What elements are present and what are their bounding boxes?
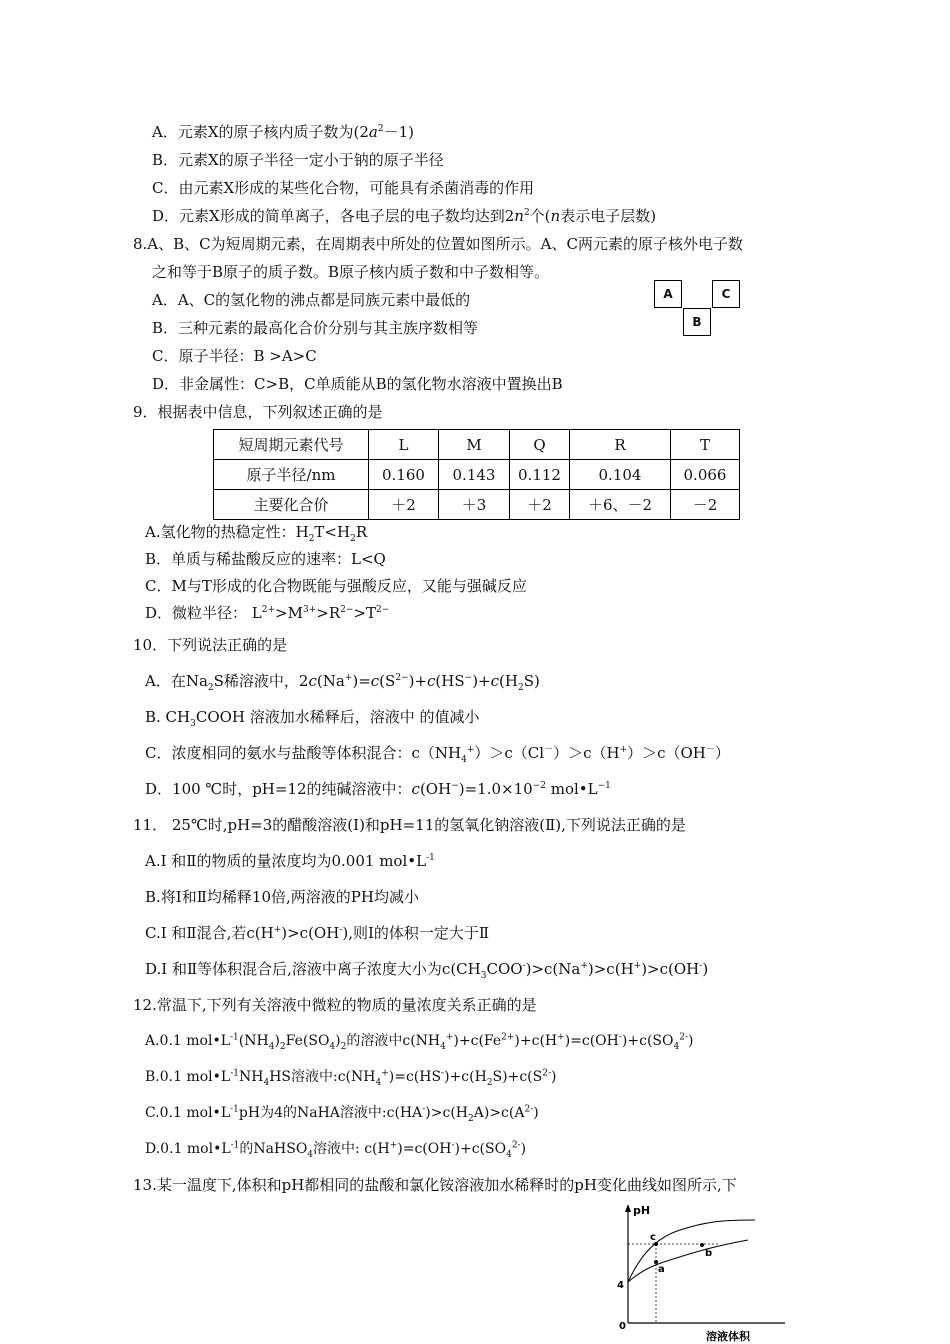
q13-ph-dilution-graph <box>610 1198 790 1344</box>
origin-label: 0 <box>619 1321 626 1332</box>
upper-curve <box>628 1220 755 1282</box>
q11-option-b: B.将Ⅰ和Ⅱ均稀释10倍,两溶液的PH均减小 <box>145 888 419 906</box>
q8-option-b: B．三种元素的最高化合价分别与其主族序数相等 <box>152 319 479 337</box>
table-cell: 0.143 <box>439 460 510 490</box>
grid-cell-a: A <box>654 280 682 308</box>
q12-option-c: C.0.1 $mol•L^{-1}pH$为4的NaHA溶液中$:c(HA^-)>c(H_2A)>c(A^{2-})$ <box>145 1104 539 1124</box>
y-tick-label: 4 <box>617 1280 624 1291</box>
q9-option-b: B．单质与稀盐酸反应的速率：L<Q <box>145 550 386 568</box>
point-a-label: a <box>658 1264 665 1275</box>
q9-option-a: A.氢化物的热稳定性：$H_2T<H_2R$ <box>145 523 368 544</box>
q7-option-d: D．元素X形成的简单离子，各电子层的电子数均达到$2n^2$个(n表示电子层数) <box>152 207 657 225</box>
table-header-cell: L <box>369 430 439 460</box>
table-cell: －2 <box>671 490 740 520</box>
table-header-cell: Q <box>510 430 570 460</box>
point-b-label: b <box>705 1248 713 1259</box>
q7-option-b: B．元素X的原子半径一定小于钠的原子半径 <box>152 151 444 169</box>
table-header-cell: 短周期元素代号 <box>214 430 369 460</box>
table-header-row <box>214 430 740 460</box>
table-cell: ＋3 <box>439 490 510 520</box>
x-axis-label: 溶液体积 <box>706 1330 750 1343</box>
q13-stem: 13.某一温度下,体积和pH都相同的盐酸和氯化铵溶液加水稀释时的pH变化曲线如图所示,下 <box>133 1176 737 1194</box>
grid-cell-c: C <box>712 280 740 308</box>
lower-curve <box>628 1240 748 1282</box>
q11-option-a: A.Ⅰ 和Ⅱ的物质的量浓度均为0.001 $mol•L^{-1}$ <box>145 852 435 870</box>
q12-option-a: A.0.1 $mol•L^{-1}(NH_4)_2Fe(SO_4)_2$的溶液中$c(NH_4^+)+c(Fe^{2+})+c(H^+)=c(OH^-)+c(SO_4^{2-})$ <box>145 1032 694 1052</box>
q12-stem: 12.常温下,下列有关溶液中微粒的物质的量浓度关系正确的是 <box>133 996 537 1014</box>
y-axis-label: pH <box>633 1204 651 1217</box>
table-cell: ＋6、－2 <box>570 490 671 520</box>
q8-option-d: D．非金属性：C>B，C单质能从B的氢化物水溶液中置换出B <box>152 375 563 393</box>
table-cell: 0.066 <box>671 460 740 490</box>
q10-option-a: A．在$Na_2S$稀溶液中，$2c(Na^+)=c(S^{2-})+c(HS^-)+c(H_2S)$ <box>145 672 540 693</box>
grid-cell-b: B <box>683 308 711 336</box>
q10-option-b: B. $CH_3COOH$ 溶液加水稀释后，溶液中 的值减小 <box>145 708 480 729</box>
table-cell: 0.112 <box>510 460 570 490</box>
table-cell: 0.160 <box>369 460 439 490</box>
table-cell: 0.104 <box>570 460 671 490</box>
table-header-cell: R <box>570 430 671 460</box>
q9-option-d: D．微粒半径： $L^{2+}>M^{3+}>R^{2-}>T^{2-}$ <box>145 604 390 622</box>
q12-option-d: D.0.1 $mol•L^{-1}$的NaHSO$_4$溶液中: $c(H^+)=c(OH^-)+c(SO_4^{2-})$ <box>145 1140 527 1160</box>
q10-option-d: D．100 ℃时，pH=12的纯碱溶液中：$c(OH^-)=1.0\times 10^{-2}$ $mol•L^{-1}$ <box>145 780 611 798</box>
q11-option-c: C.Ⅰ 和Ⅱ混合,若c(H+)>c(OH-),则Ⅰ的体积一定大于Ⅱ <box>145 924 490 942</box>
q10-option-c: C．浓度相同的氨水与盐酸等体积混合：$c(NH_4^+)>c(Cl^-)>c(H^+)>c(OH^-)$ <box>145 744 730 765</box>
q10-stem: 10．下列说法正确的是 <box>133 636 288 654</box>
table-header-cell: T <box>671 430 740 460</box>
q8-option-a: A．A、C的氢化物的沸点都是同族元素中最低的 <box>152 291 471 309</box>
q9-option-c: C．M与T形成的化合物既能与强酸反应，又能与强碱反应 <box>145 577 527 595</box>
q8-option-c: C．原子半径：B >A>C <box>152 347 317 365</box>
q9-element-table <box>213 429 740 520</box>
table-row <box>214 490 740 520</box>
table-header-cell: M <box>439 430 510 460</box>
table-cell: 主要化合价 <box>214 490 369 520</box>
table-cell: ＋2 <box>510 490 570 520</box>
q11-stem: 11． 25℃时,pH=3的醋酸溶液(Ⅰ)和pH=11的氢氧化钠溶液(Ⅱ),下列说法正确的是 <box>133 816 686 834</box>
point-c-label: c <box>650 1232 656 1243</box>
q7-option-a: A．元素X的原子核内质子数为$(2a^2-1)$ <box>152 123 415 141</box>
table-row <box>214 460 740 490</box>
q8-stem-line1: 8.A、B、C为短周期元素，在周期表中所处的位置如图所示。A、C两元素的原子核外电子数 <box>133 235 743 253</box>
q8-stem-line2: 之和等于B原子的质子数。B原子核内质子数和中子数相等。 <box>152 263 550 281</box>
q7-option-c: C．由元素X形成的某些化合物，可能具有杀菌消毒的作用 <box>152 179 535 197</box>
table-cell: ＋2 <box>369 490 439 520</box>
q9-stem: 9．根据表中信息，下列叙述正确的是 <box>133 403 383 421</box>
q11-option-d: D.Ⅰ 和Ⅱ等体积混合后,溶液中离子浓度大小为$c(CH_3COO^-)>c(Na^+)>c(H^+)>c(OH^-)$ <box>145 960 709 981</box>
point-b <box>700 1243 704 1247</box>
q12-option-b: B.0.1 $mol•L^{-1}NH_4HS$溶液中$:c(NH_4^+)=c(HS^-)+c(H_2S)+c(S^{2-})$ <box>145 1068 557 1088</box>
table-cell: 原子半径/nm <box>214 460 369 490</box>
y-axis-arrow <box>625 1204 631 1212</box>
